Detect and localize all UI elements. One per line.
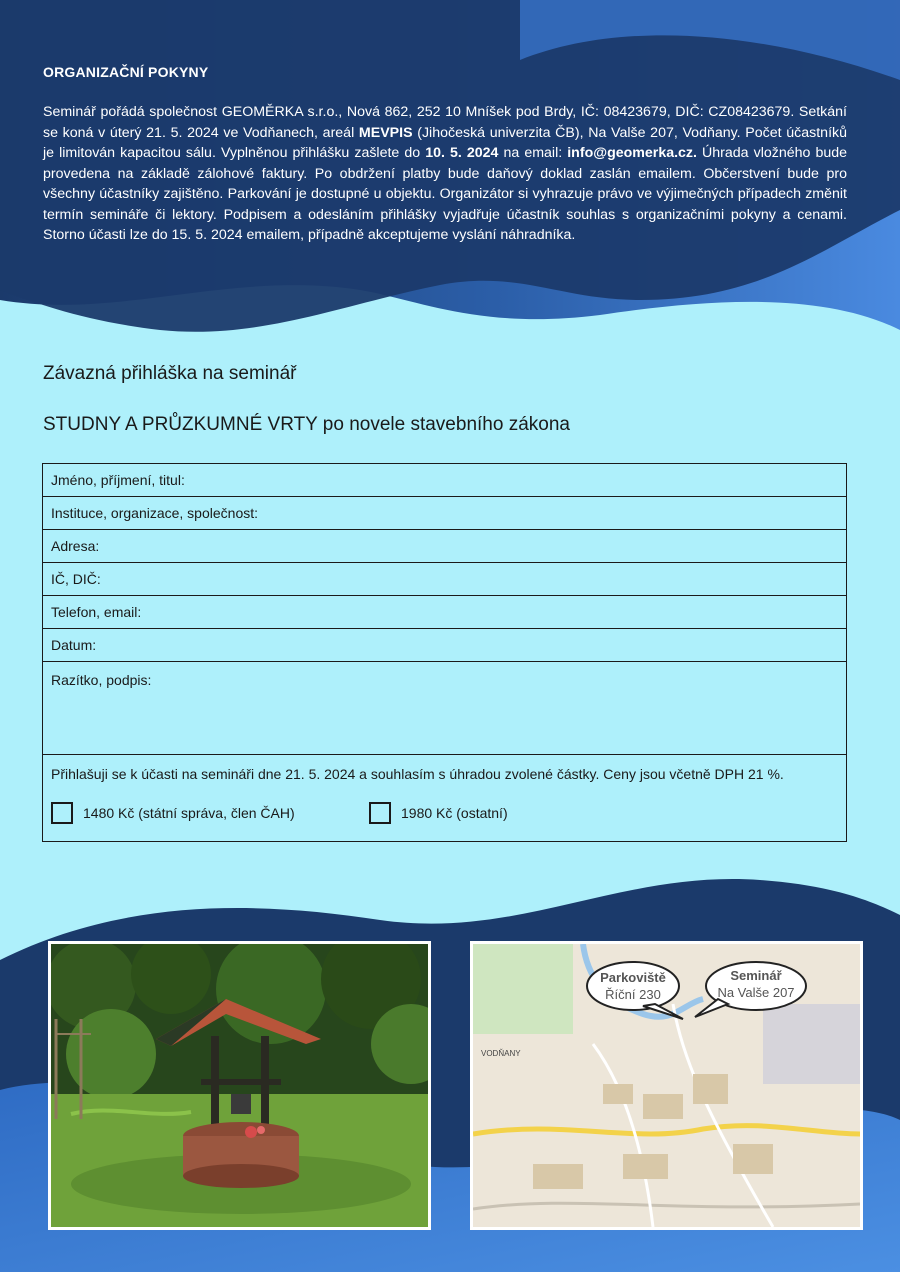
location-map	[470, 941, 863, 1230]
registration-form	[42, 463, 847, 842]
town-label: VODŇANY	[481, 1049, 521, 1058]
option-label: 1480 Kč (státní správa, člen ČAH)	[83, 805, 295, 821]
field-label: Instituce, organizace, společnost:	[51, 505, 259, 521]
venue-name: MEVPIS	[358, 124, 413, 141]
field-label: Datum:	[51, 637, 97, 653]
checkbox[interactable]	[51, 802, 73, 824]
contact-email: info@geomerka.cz.	[567, 145, 697, 161]
field-label: Adresa:	[51, 538, 100, 554]
price-options	[51, 802, 838, 824]
name-field[interactable]	[43, 464, 846, 497]
parking-label: Parkoviště	[600, 970, 666, 985]
well-illustration	[51, 944, 428, 1227]
text-part: Seminář pořádá společnost GEOMĚRKA s.r.o., Nová 862, 252 10 Mníšek pod Brdy, IČ: 08423679, DIČ: CZ08423679. Setkání se koná v úterý 21. 5. 2024 ve Vodňanech, areál	[43, 104, 847, 141]
option-label: 1980 Kč (ostatní)	[401, 805, 508, 821]
stamp-signature-field[interactable]	[43, 662, 846, 755]
seminar-address: Na Valše 207	[717, 985, 795, 1000]
checkbox[interactable]	[369, 802, 391, 824]
deadline-date: 10. 5. 2024	[425, 145, 499, 161]
field-label: Jméno, příjmení, titul:	[51, 472, 185, 488]
parking-address: Říční 230	[605, 987, 661, 1002]
ic-dic-field[interactable]	[43, 563, 846, 596]
well-photo	[48, 941, 431, 1230]
map-illustration	[473, 944, 860, 1227]
consent-section	[43, 755, 846, 841]
text-part: (Jihočeská univerzita ČB), Na Valše 207, Vodňany. Počet účastníků je limitován kapacitou sálu. Vyplněnou přihlášku zašlete do	[43, 124, 847, 161]
phone-email-field[interactable]	[43, 596, 846, 629]
seminar-label: Seminář	[730, 968, 782, 983]
option-state-admin[interactable]	[51, 802, 369, 824]
field-label: Telefon, email:	[51, 604, 142, 620]
text-part: na email:	[498, 145, 568, 161]
text-part: Úhrada vložného bude provedena na základě zálohové faktury. Po obdržení platby bude daňový doklad zaslán emailem. Občerstvení bude pro všechny účastníky zajištěno. Parkování je dostupné u objektu. Organizátor si vyhrazuje právo ve výjimečných případech změnit termín semináře či lektory. Podpisem a odesláním přihlášky vyjadřuje účastník souhlas s organizačními pokyny a cenami. Storno účasti lze do 15. 5. 2024 emailem, případně akceptujeme vyslání náhradníka.	[43, 145, 848, 243]
consent-text: Přihlašuji se k účasti na semináři dne 21. 5. 2024 a souhlasím s úhradou zvolené částky. Ceny jsou včetně DPH 21 %.	[51, 766, 784, 782]
organizational-instructions	[43, 102, 847, 246]
seminar-title: STUDNY A PRŮZKUMNÉ VRTY po novele stavebního zákona	[43, 414, 570, 435]
form-heading: Závazná přihláška na seminář	[43, 363, 297, 384]
institution-field[interactable]	[43, 497, 846, 530]
section-title: ORGANIZAČNÍ POKYNY	[43, 64, 209, 80]
field-label: Razítko, podpis:	[51, 672, 152, 688]
address-field[interactable]	[43, 530, 846, 563]
date-field[interactable]	[43, 629, 846, 662]
field-label: IČ, DIČ:	[51, 571, 101, 587]
option-other[interactable]	[369, 802, 508, 824]
